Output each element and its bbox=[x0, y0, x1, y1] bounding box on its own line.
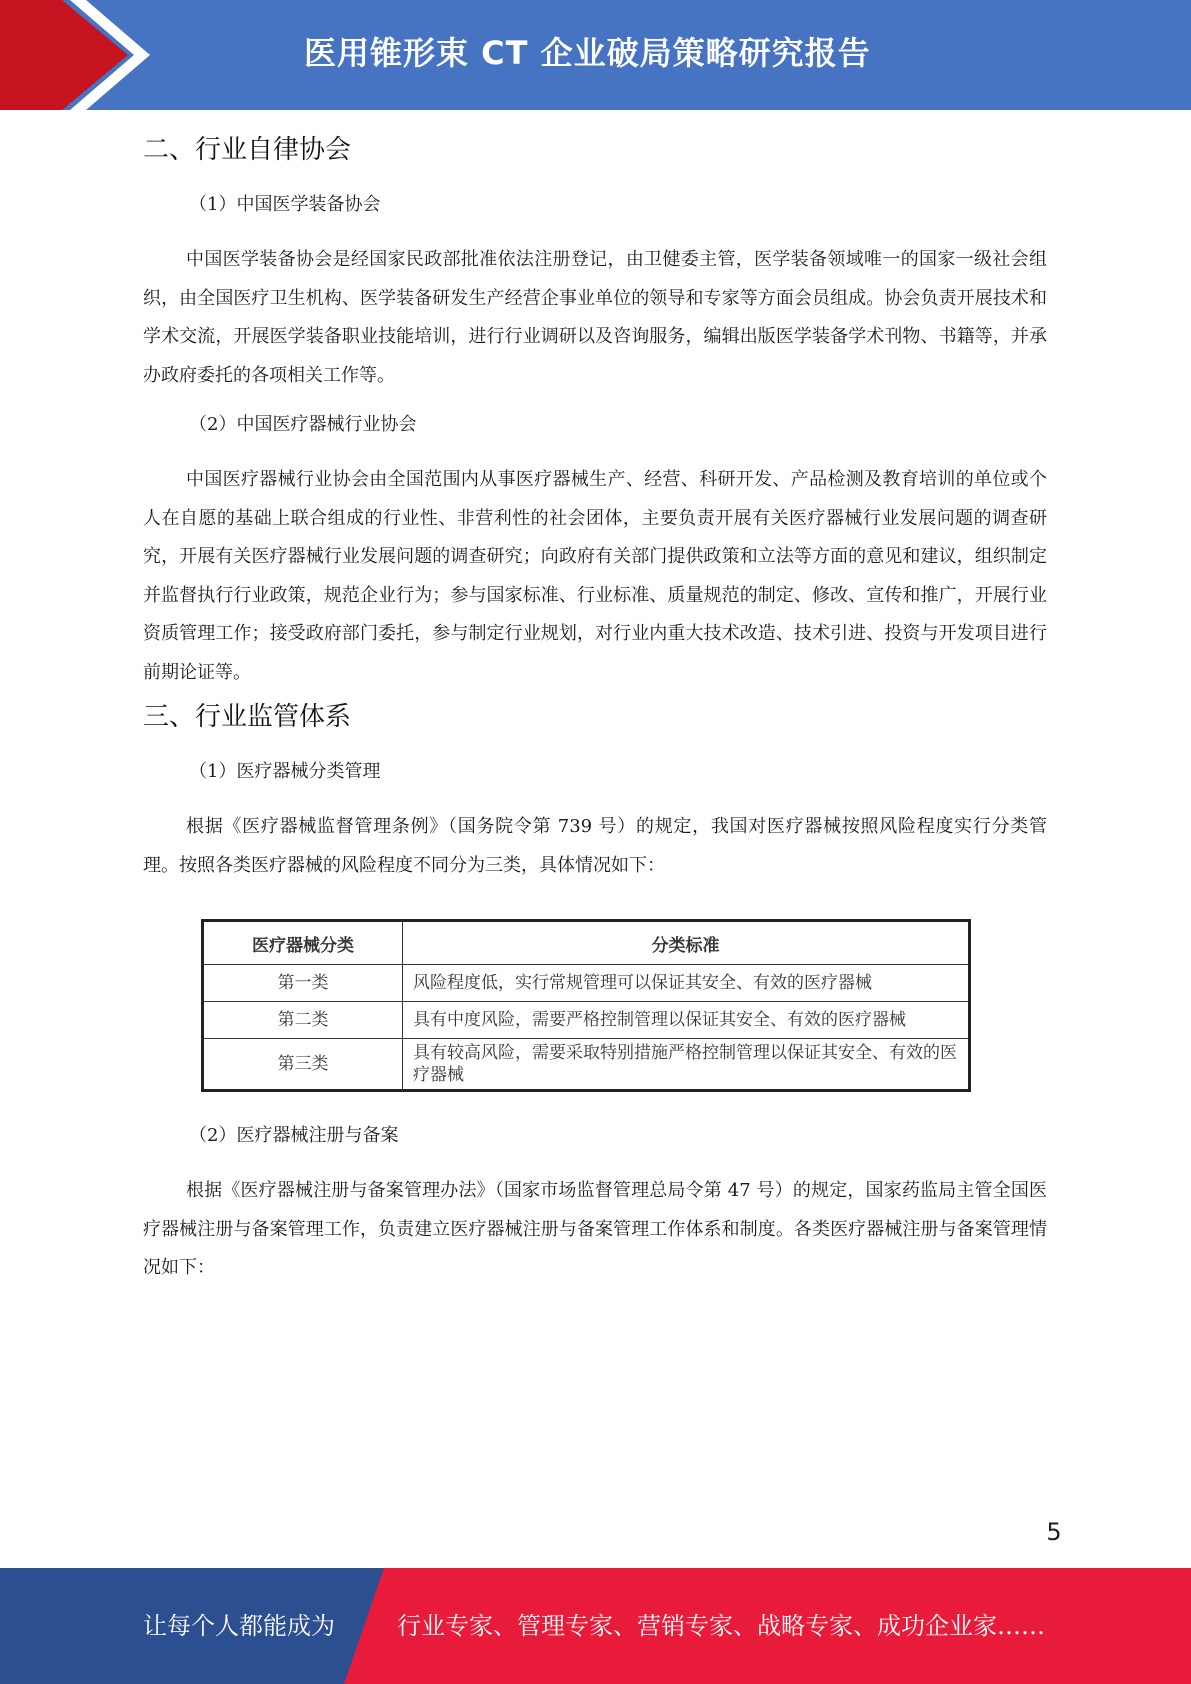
table-header: 分类标准 bbox=[403, 921, 970, 965]
table-row bbox=[203, 1039, 970, 1091]
report-title: 医用锥形束 CT 企业破局策略研究报告 bbox=[304, 34, 871, 72]
page-header bbox=[0, 0, 1191, 110]
table-cell: 第三类 bbox=[203, 1039, 403, 1091]
footer-slogan-right: 行业专家、管理专家、营销专家、战略专家、成功企业家…… bbox=[397, 1612, 1045, 1640]
red-chevron-icon bbox=[0, 0, 160, 110]
table-row bbox=[203, 1002, 970, 1039]
paragraph-cmea: 中国医学装备协会是经国家民政部批准依法注册登记，由卫健委主管，医学装备领域唯一的国家一级社会组织，由全国医疗卫生机构、医学装备研发生产经营企事业单位的领导和专家等方面会员组成。协会负责开展技术和学术交流，开展医学装备职业技能培训，进行行业调研以及咨询服务，编辑出版医学装备学术刊物、书籍等，并承办政府委托的各项相关工作等。 bbox=[143, 249, 1047, 386]
classification-table bbox=[201, 919, 971, 1092]
table-header-row bbox=[203, 921, 970, 965]
section-heading-regulation: 三、行业监管体系 bbox=[143, 702, 352, 732]
paragraph-classification: 根据《医疗器械监督管理条例》（国务院令第 739 号）的规定，我国对医疗器械按照风险程度实行分类管理。按照各类医疗器械的风险程度不同分为三类，具体情况如下： bbox=[143, 816, 1047, 876]
table-cell: 风险程度低，实行常规管理可以保证其安全、有效的医疗器械 bbox=[403, 965, 970, 1002]
section-heading-self-regulation: 二、行业自律协会 bbox=[143, 135, 352, 165]
page-footer bbox=[0, 1568, 1191, 1684]
subheading-camdi: （2）中国医疗器械行业协会 bbox=[189, 414, 417, 435]
table-header: 医疗器械分类 bbox=[203, 921, 403, 965]
subheading-classification: （1）医疗器械分类管理 bbox=[189, 761, 381, 782]
table-cell: 第一类 bbox=[203, 965, 403, 1002]
paragraph-registration: 根据《医疗器械注册与备案管理办法》（国家市场监督管理总局令第 47 号）的规定，国家药监局主管全国医疗器械注册与备案管理工作，负责建立医疗器械注册与备案管理工作体系和制度。各类医疗器械注册与备案管理情况如下： bbox=[143, 1180, 1047, 1278]
table-cell: 具有中度风险，需要严格控制管理以保证其安全、有效的医疗器械 bbox=[403, 1002, 970, 1039]
main-content bbox=[143, 125, 1047, 1288]
footer-slogan-left: 让每个人都能成为 bbox=[143, 1612, 335, 1640]
table-cell: 第二类 bbox=[203, 1002, 403, 1039]
subheading-registration: （2）医疗器械注册与备案 bbox=[189, 1125, 399, 1146]
table-cell: 具有较高风险，需要采取特别措施严格控制管理以保证其安全、有效的医疗器械 bbox=[403, 1039, 970, 1091]
paragraph-camdi: 中国医疗器械行业协会由全国范围内从事医疗器械生产、经营、科研开发、产品检测及教育培训的单位或个人在自愿的基础上联合组成的行业性、非营利性的社会团体，主要负责开展有关医疗器械行业发展问题的调查研究，开展有关医疗器械行业发展问题的调查研究；向政府有关部门提供政策和立法等方面的意见和建议，组织制定并监督执行行业政策，规范企业行为；参与国家标准、行业标准、质量规范的制定、修改、宣传和推广，开展行业资质管理工作；接受政府部门委托，参与制定行业规划，对行业内重大技术改造、技术引进、投资与开发项目进行前期论证等。 bbox=[143, 469, 1047, 683]
page-number: 5 bbox=[1046, 1518, 1062, 1546]
table-row bbox=[203, 965, 970, 1002]
subheading-cmea: （1）中国医学装备协会 bbox=[189, 194, 381, 215]
